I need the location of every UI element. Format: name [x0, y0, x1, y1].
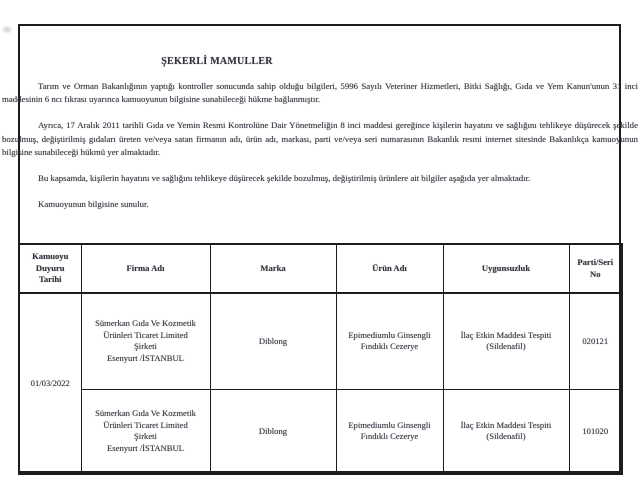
col-header-product: Ürün Adı — [336, 244, 443, 293]
col-header-announcement-date: Kamuoyu Duyuru Tarihi — [19, 244, 81, 293]
cell-product: Epimediumlu Ginsengli Fındıklı Cezerye — [336, 389, 443, 474]
col-header-firm: Firma Adı — [81, 244, 210, 293]
col-header-nonconformity: Uygunsuzluk — [443, 244, 569, 293]
paragraph-regulation: Ayrıca, 17 Aralık 2011 tarihli Gıda ve Yemin Resmi Kontrolüne Dair Yönetmeliğin 8 inci maddesi gereğince kişilerin hayatını ve sağlığını tehlikeye düşürecek şekilde bozulmuş, değiştirilmiş gıdaları üreten ve/veya satan firmanın adı, ürün adı, markası, parti ve/veya seri numarasının Bakanlık resmi internet sitesinde Bakanlıkça kamuoyunun bilgisine sunabileceği hükmü yer almaktadır. — [2, 120, 638, 158]
col-header-brand: Marka — [210, 244, 336, 293]
paragraph-legal-basis: Tarım ve Orman Bakanlığının yaptığı kontroller sonucunda sahip olduğu bilgileri, 5996 Sayılı Veteriner Hizmetleri, Bitki Sağlığı, Gıda ve Yem Kanun'unun 31 inci maddesinin 6 ncı fıkrası uyarınca kamuoyunun bilgisine sunabileceği hükme bağlanmıştır. — [2, 81, 638, 105]
cell-firm: Sümerkan Gıda Ve Kozmetik Ürünleri Ticaret Limited Şirketi Esenyurt /İSTANBUL — [81, 293, 210, 389]
table-row — [19, 389, 622, 474]
recalled-products-table — [18, 243, 623, 475]
table-row — [19, 293, 622, 389]
col-header-lot: Parti/Seri No — [569, 244, 622, 293]
document-title: ŞEKERLİ MAMULLER — [161, 56, 273, 67]
cell-nonconformity: İlaç Etkin Maddesi Tespiti (Sildenafil) — [443, 389, 569, 474]
cell-announcement-date: 01/03/2022 — [19, 293, 81, 474]
table-header-row — [19, 244, 622, 293]
scan-artifact — [1, 25, 13, 34]
paragraph-closing: Kamuoyunun bilgisine sunulur. — [38, 199, 149, 210]
cell-brand: Diblong — [210, 389, 336, 474]
cell-firm: Sümerkan Gıda Ve Kozmetik Ürünleri Ticaret Limited Şirketi Esenyurt /İSTANBUL — [81, 389, 210, 474]
cell-lot: 020121 — [569, 293, 622, 389]
cell-nonconformity: İlaç Etkin Maddesi Tespiti (Sildenafil) — [443, 293, 569, 389]
document-body — [2, 80, 638, 224]
cell-brand: Diblong — [210, 293, 336, 389]
paragraph-scope: Bu kapsamda, kişilerin hayatını ve sağlığını tehlikeye düşürecek şekilde bozulmuş, değiştirilmiş ürünlere ait bilgiler aşağıda yer almaktadır. — [38, 173, 531, 184]
cell-product: Epimediumlu Ginsengli Fındıklı Cezerye — [336, 293, 443, 389]
cell-lot: 101020 — [569, 389, 622, 474]
